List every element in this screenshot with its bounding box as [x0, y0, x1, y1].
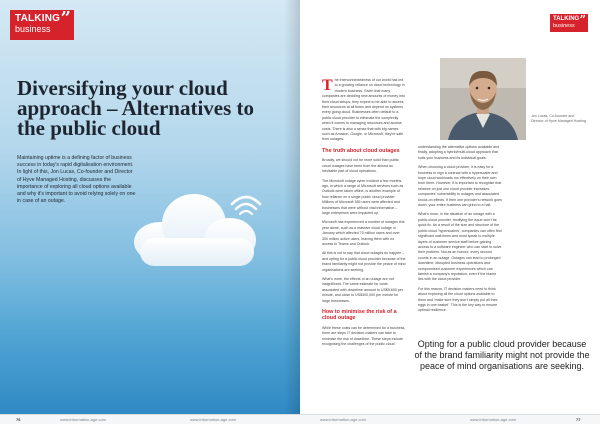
footer-issue-left: www.information-age.com [60, 417, 107, 422]
subheading-cloud-outages: The truth about cloud outages [322, 147, 400, 154]
badge-small-line-1: TALKING [553, 16, 580, 22]
footer-site-left: www.information-age.com [190, 417, 237, 422]
paragraph: What's more, the effects of an outage are not insignificant. The same estimate for costs associated with downtime amount to US$5,600 per minute, and close to US$300,000 per minute for large businesses. [322, 277, 404, 303]
badge-line-2: business [15, 24, 51, 34]
cloud-shape [134, 194, 256, 266]
paragraph: While these costs can be determined for a business, there are steps IT decision-makers can take to minimise the risk of downtime. These steps include recognising the challenges of the public cloud. [322, 325, 406, 347]
talking-business-badge-small [550, 14, 588, 32]
body-column-2 [418, 145, 502, 318]
paragraph: Broadly, we should not be more solid than public cloud outages have been from the almost an inevitable part of cloud operations. [322, 158, 400, 174]
paragraph: understanding the alternative options available and finally, adopting a hybrid/multi-cloud approach that suits your business and its individual goals. [418, 145, 500, 160]
paragraph: When choosing a cloud provider, it is easy for a business to sign a contract with a hyperscaler and hope cloud workloads run effectively on their own from there. However, it is important to recognise that reliance on just one cloud provider increases companies' vulnerability to outages and associated knock-on effects. If their one provider's network goes down, your entire business can grind to a halt. [418, 165, 502, 208]
paragraph [322, 78, 406, 143]
footer-right [300, 414, 600, 424]
subheading-minimise-risk: How to minimise the risk of a cloud outage [322, 309, 397, 322]
article-headline: Diversifying your cloud approach – Alternatives to the public cloud [17, 76, 255, 140]
paragraph: Microsoft has experienced a number of outages this year alone, such as a massive cloud outage in January which affected 70 million users and over 300 million active users, leaving them with no access to Teams and Outlook. [322, 220, 405, 246]
badge-line-1: TALKING [15, 13, 61, 24]
paragraph: All this is not to say that cloud outages do happen – and opting for a public cloud provider because of the brand familiarity might not provide the peace of mind organisations are seeking. [322, 251, 406, 272]
drop-cap: T [322, 77, 333, 94]
person-portrait-icon [440, 58, 526, 140]
photo-caption: Jon Lucas, Co-founder and Director of Hyve Managed Hosting [531, 114, 586, 123]
page-number-left: 76 [16, 417, 21, 422]
page-number-right: 77 [576, 417, 581, 422]
wifi-icon [232, 197, 260, 214]
quote-mark-icon: ” [579, 13, 586, 26]
spine-shadow [284, 0, 300, 424]
footer-issue-right: www.information-age.com [470, 417, 517, 422]
footer-left [0, 414, 300, 424]
footer-site-right: www.information-age.com [320, 417, 367, 422]
badge-small-line-2: business [553, 23, 575, 29]
quote-mark-icon: ” [60, 8, 71, 29]
cloud-icon [128, 150, 268, 410]
article-intro: Maintaining uptime is a defining factor of business success in today's rapid digitalisation environment. In light of this, Jon Lucas, Co-founder and Director of Hyve Managed Hosting, discusses the importance of exploring all cloud options available and why it's important to avoid relying solely on one in case of an outage. [17, 155, 136, 205]
paragraph: For this reason, IT decision-makers need to think about exploring all the cloud options available to them and 'make sure they don't simply put all their eggs in one basket'. This is the key way to ensure optimal resilience. [418, 286, 498, 313]
author-photo [440, 58, 526, 140]
paragraph: What's more, in the situation of an outage with a public cloud provider, rectifying the issue won't be quick fix. As a result of the size and structure of the public cloud 'hyperscalers', companies can often find significant wait times and must speak to multiple layers of customer service staff before gaining access to a software engineer who can start to solve their problem. Not as an honour, every second counts in an outage. Outages can lead to prolonged downtime, disrupted business operations and compromised customer experiences which can tarnish a company's reputation, even if the blame lies with the cloud provider. [418, 212, 502, 282]
paragraph: The Microsoft outage cyber incident a few months ago, in which a range of Microsoft services such as Outlook were taken offline, is another example of how reliance on a single public cloud provider. Millions of Microsoft 365 users were affected and businesses that were without vital information – large enterprises were impacted up. [322, 178, 404, 215]
cloud-illustration [128, 150, 268, 410]
pull-quote: Opting for a public cloud provider because of the brand familiarity might not provide the peace of mind organisations are seeking. [414, 339, 590, 371]
cable-lines [168, 264, 224, 408]
right-page [300, 0, 600, 424]
body-column-1 [322, 78, 406, 351]
paragraph-text: he interconnectedness of our world has led to a growing reliance on cloud technology in modern business. Given that many companies are deciding new amounts of money into their cloud setups, they expect to be able to access their resources at all times and depend on systems every going cloud. Businesses often default to a public cloud provider to eliminate the complexity when it comes to managing resources and access costs. There is also a sense that with big names such as Amazon, Google, or Microsoft, they're safe from outages. [322, 78, 405, 142]
talking-business-badge [10, 10, 74, 40]
